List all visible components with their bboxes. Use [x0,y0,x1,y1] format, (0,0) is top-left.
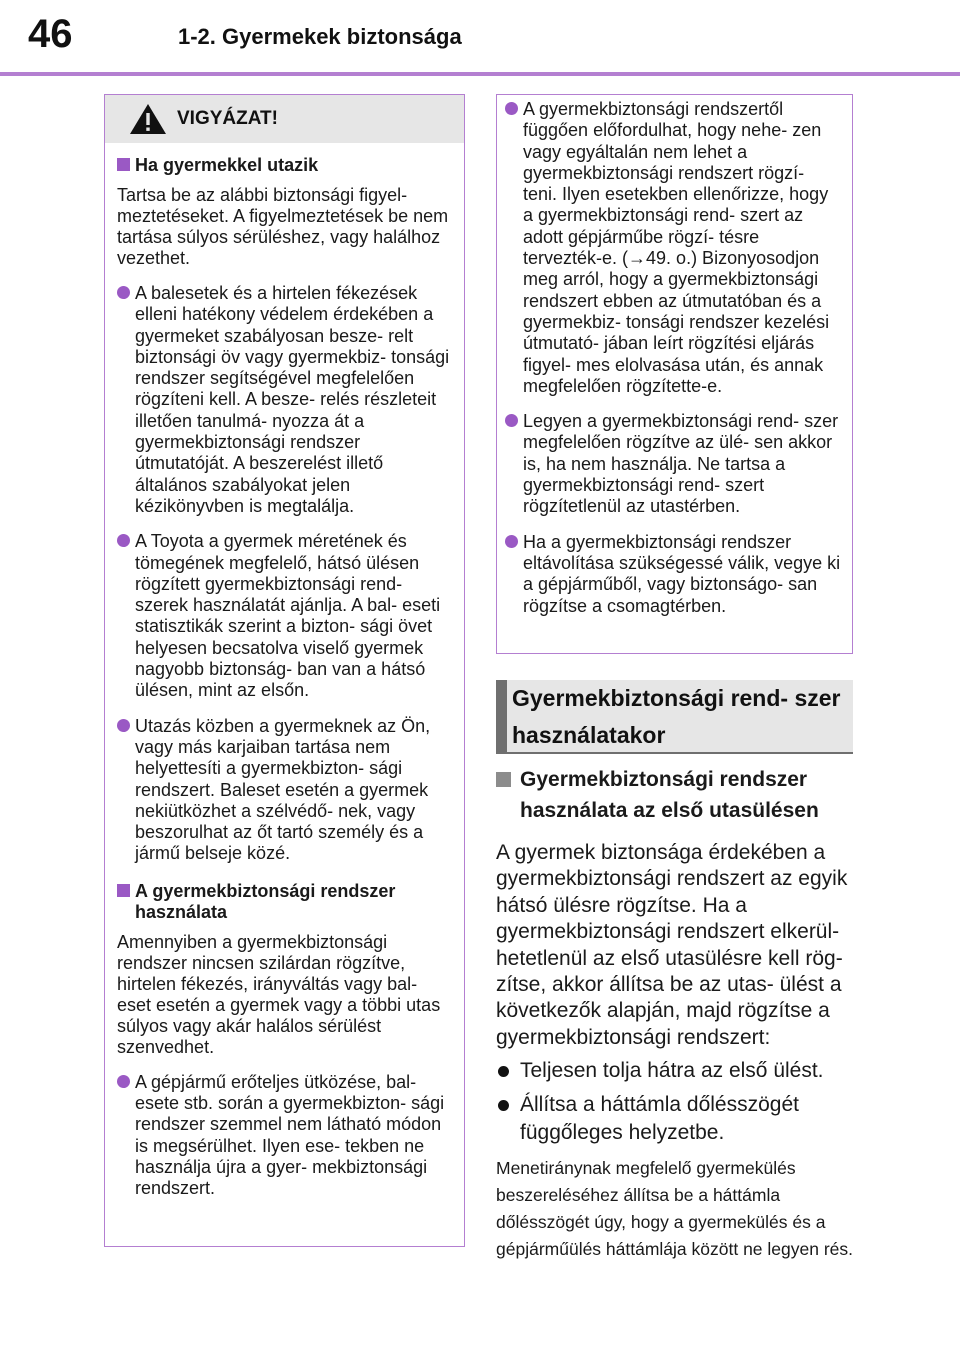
main-subheading-text: Gyermekbiztonsági rendszer használata az első utasülésen [520,768,819,822]
paragraph: Tartsa be az alábbi biztonsági figyel- meztetéseket. A figyelmeztetések be nem tartása súlyos sérüléshez, vagy halálhoz vezethet. [117,185,449,268]
subsection-heading [117,881,450,923]
warning-box-right [496,94,853,654]
bullet-text: Utazás közben a gyermeknek az Ön, vagy más karjaiban tartása nem helyettesíti a gyermekbizton- sági rendszert. Baleset esetén a gyermek nekiütközhet a szélvédő- nek, vagy beszorulhat az őt tartó személy és a jármű belseje közé. [135,715,431,864]
subsection-heading-text: Ha gyermekkel utazik [135,155,319,175]
bullet-item [505,532,842,617]
circle-bullet-icon [505,102,518,115]
bullet-item [117,1072,450,1200]
bullet-item [117,531,450,701]
warning-header [105,95,464,143]
note-paragraph: Menetiránynak megfelelő gyermekülés beszereléséhez állítsa be a háttámla dőlésszögét úgy, hogy a gyermekülés és a gépjárműülés háttámlája között ne legyen rés. [496,1158,854,1260]
page-header [0,0,960,80]
dot-bullet-icon [498,1100,509,1111]
main-bullet-item [496,1091,856,1147]
warning-triangle-icon [129,103,167,135]
paragraph: Amennyiben a gyermekbiztonsági rendszer nincsen szilárdan rögzítve, hirtelen fékezés, irányváltás vagy bal- eset esetén a gyermek vagy a többi utas súlyos vagy akár halálos sérülést szenvedhet. [117,931,441,1057]
bullet-text: A gépjármű erőteljes ütközése, bal- esete stb. során a gyermekbizton- sági rendszer szemmel nem látható módon is megsérülhet. Ilyen ese- tekben ne használja újra a gyer- mekbiztonsági rendszert. [135,1071,445,1199]
bullet-item [117,716,450,865]
main-bullet-text: Teljesen tolja hátra az első ülést. [520,1059,824,1083]
circle-bullet-icon [117,286,130,299]
square-bullet-icon [117,158,130,171]
circle-bullet-icon [505,535,518,548]
bullet-item [505,411,842,517]
subsection-heading [117,155,450,176]
main-bullet-text: Állítsa a háttámla dőlésszögét függőleges helyzetbe. [520,1093,799,1145]
page-number: 46 [28,12,73,56]
main-paragraph: A gyermek biztonsága érdekében a gyermekbiztonsági rendszert az egyik hátsó ülésre rögzítse. Ha a gyermekbiztonsági rendszert elkerül- hetetlenül az első utasülésre kell rög- zítse, akkor állítsa be az utas- ülést a következők alapján, majd rögzítse a gyermekbiztonsági rendszert: [496,841,848,1049]
bullet-item [505,99,842,397]
bullet-text: Ha a gyermekbiztonsági rendszer eltávolítása szükségessé válik, vegye ki a gépjárműből, vagy biztonságo- san rögzítse a csomagtérben. [523,531,841,616]
bullet-text: A balesetek és a hirtelen fékezések elleni hatékony védelem érdekében a gyermeket szabályosan besze- relt biztonsági öv vagy gyermekbiz- tonsági rendszer segítségével megfelelően rögzíteni kell. A besze- relés részleteit illetően tanulmá- nyozza át a gyermekbiztonsági rendszer útmutatóját. A beszerelést illető általános szabályokat jelen kézikönyvben is megtalálja. [135,283,450,516]
main-bullet-item [496,1057,856,1085]
section-heading: Gyermekbiztonsági rend- szer használatakor [512,685,841,748]
square-bullet-icon [117,884,130,897]
subsection-heading-text: A gyermekbiztonsági rendszer használata [135,880,396,922]
section-heading-block [496,680,853,754]
circle-bullet-icon [117,719,130,732]
header-divider [0,72,960,76]
warning-label: VIGYÁZAT! [177,108,278,129]
bullet-text: Legyen a gyermekbiztonsági rend- szer megfelelően rögzítve az ülé- sen akkor is, ha nem használja. Ne tartsa a gyermekbiztonsági rend- szert rögzítetlenül az utastérben. [523,411,839,517]
circle-bullet-icon [117,534,130,547]
circle-bullet-icon [117,1075,130,1088]
circle-bullet-icon [505,414,518,427]
heading-underline [496,752,853,754]
dot-bullet-icon [498,1066,509,1077]
section-title: 1-2. Gyermekek biztonsága [178,24,462,49]
warning-box-left [104,94,465,1247]
bullet-item [117,283,450,517]
heading-accent-bar [496,680,507,754]
square-bullet-icon [496,772,511,787]
main-subheading [496,764,856,826]
main-content [496,764,856,1263]
bullet-text: A Toyota a gyermek méretének és tömegének megfelelő, hátsó ülésen rögzített gyermekbiztonsági rend- szerek használatát ajánlja. A bal- eseti statisztikák szerint a bizton- sági övet helyesen becsatolva viselő gyermek nagyobb biztonság- ban van a hátsó ülésen, mint az elsőn. [135,531,441,701]
bullet-text: A gyermekbiztonsági rendszertől függően előfordulhat, hogy nehe- zen vagy egyáltalán nem lehet a gyermekbiztonsági rendszert rögzí- teni. Ilyen esetekben ellenőrizze, hogy a gyermekbiztonsági rend- szert az adott gépjárműbe rögzí- tésre tervezték-e. (→49. o.) Bizonyosodjon meg arról, hogy a gyermekbiztonsági rendszert ebben az útmutatóban és a gyermekbiz- tonsági rendszer kezelési útmutató- jában leírt rögzítési eljárás figyel- mes elolvasása után, és annak megfelelően rögzítette-e. [523,99,830,396]
